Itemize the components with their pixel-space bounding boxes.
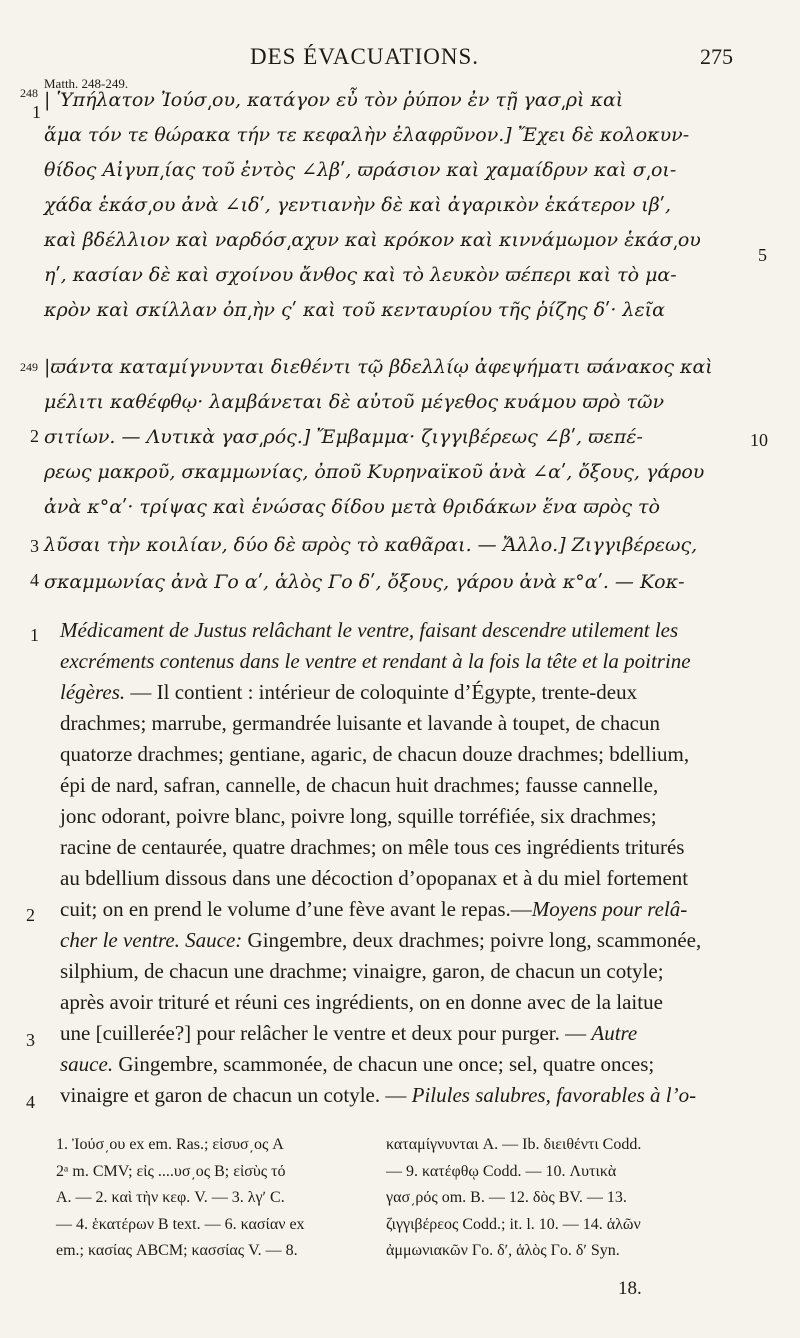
translation-roman: au bdellium dissous dans une décoction d’opopanax et à du miel fortement: [60, 866, 689, 890]
greek-line: ρεως μακροῦ, σκαμμωνίας, ὀποῦ Κυρηναϊκοῦ ἀνὰ ∠αʹ, ὄξους, γάρου: [44, 461, 705, 483]
page-number: 275: [700, 44, 733, 69]
translation-roman: une [cuillerée?] pour relâcher le ventre et deux pour purger. —: [60, 1021, 592, 1045]
translation-roman: silphium, de chacun une drachme; vinaigre, garon, de chacun un cotyle;: [60, 959, 664, 983]
translation-italic: légères.: [60, 680, 126, 704]
translation-roman: vinaigre et garon de chacun un cotyle. —: [60, 1083, 412, 1107]
translation-line: [60, 835, 732, 860]
footnote-line: A. — 2. καὶ τὴν κεφ. V. — 3. λγʹ C.: [56, 1189, 285, 1206]
translation-line: [60, 959, 732, 984]
footnote-line: ζιγγιβέρεος Codd.; it. l. 10. — 14. ἁλῶν: [386, 1215, 641, 1233]
greek-line: |ϖάντα καταμίγνυνται διεθέντι τῷ βδελλίῳ ἀφεψήματι ϖάνακος καὶ: [44, 356, 713, 378]
greek-line: λῦσαι τὴν κοιλίαν, δύο δὲ ϖρὸς τὸ καθᾶραι. — Ἄλλο.] Ζιγγιβέρεως,: [44, 534, 698, 556]
margin-line-3: 3: [30, 536, 39, 556]
translation-italic: Pilules salubres, favorables à l’o-: [411, 1083, 697, 1107]
source-reference: Matth. 248-249.: [44, 76, 129, 91]
translation-line: [60, 1052, 732, 1077]
footnotes-left-column: [56, 1132, 368, 1265]
footnote-line: καταμίγνυνται A. — Ib. διειθέντι Codd.: [386, 1136, 642, 1153]
translation-italic: cher le ventre. Sauce:: [60, 928, 243, 952]
greek-line: | Ὑπήλατον Ἰούσ͵ου, κατάγον εὖ τὸν ῥύπον ἐν τῇ γασ͵ρὶ καὶ: [44, 89, 624, 111]
translation-line: [60, 928, 732, 953]
translation-line: [60, 649, 732, 674]
translation-italic: Médicament de Justus relâchant le ventre, faisant descendre utilement les: [60, 618, 679, 642]
translation-italic: Moyens pour relâ-: [531, 897, 688, 921]
running-title: DES ÉVACUATIONS.: [250, 44, 479, 69]
greek-line: σκαμμωνίας ἀνὰ Γο αʹ, ἁλὸς Γο δʹ, ὄξους, γάρου ἀνὰ κ°αʹ. — Κοκ-: [44, 571, 685, 593]
translation-line: [60, 990, 732, 1015]
translation-roman: épi de nard, safran, cannelle, de chacun huit drachmes; fausse cannelle,: [60, 773, 659, 797]
footnote-line: 2ᵃ m. CMV; εἰς ....υσ͵ος B; εἰσὺς τό: [56, 1162, 286, 1180]
translation-line: [60, 1021, 732, 1046]
margin-line-4: 4: [30, 570, 39, 590]
translation-italic: Autre: [591, 1021, 638, 1045]
greek-line: ἅμα τόν τε θώρακα τήν τε κεφαλὴν ἐλαφρῦνον.] Ἔχει δὲ κολοκυν-: [44, 124, 690, 146]
footnote-line: 1. Ἰούσ͵ου ex em. Ras.; εἰσυσ͵ος A: [56, 1136, 284, 1153]
translation-line: [60, 1083, 732, 1108]
margin-line-10: 10: [750, 430, 768, 450]
translation-roman: Gingembre, deux drachmes; poivre long, scammonée,: [242, 928, 702, 952]
translation-margin-3: 3: [26, 1030, 35, 1050]
footnote-line: ἀμμωνιακῶν Γο. δʹ, ἁλὸς Γο. δʹ Syn.: [386, 1242, 620, 1259]
greek-line: ηʹ, κασίαν δὲ καὶ σχοίνου ἄνθος καὶ τὸ λευκὸν ϖέπερι καὶ τὸ μα-: [44, 264, 677, 286]
translation-line: [60, 742, 732, 767]
translation-italic: sauce.: [60, 1052, 114, 1076]
translation-margin-2: 2: [26, 905, 35, 925]
translation-line: [60, 711, 732, 736]
greek-line: χάδα ἑκάσ͵ου ἀνὰ ∠ιδʹ, γεντιανὴν δὲ καὶ ἀγαρικὸν ἑκάτερον ιβʹ,: [44, 194, 671, 216]
translation-roman: quatorze drachmes; gentiane, agaric, de chacun douze drachmes; bdellium,: [60, 742, 690, 766]
translation-margin-1: 1: [30, 625, 39, 645]
translation-line: [60, 773, 732, 798]
footnote-line: γασ͵ρός om. B. — 12. δὸς BV. — 13.: [386, 1189, 627, 1206]
translation-line: [60, 897, 732, 922]
translation-roman: Gingembre, scammonée, de chacun une once; sel, quatre onces;: [113, 1052, 655, 1076]
translation-line: [60, 804, 732, 829]
greek-line: σιτίων. — Λυτικὰ γασ͵ρός.] Ἔμβαμμα· ζιγγιβέρεως ∠βʹ, ϖεπέ-: [44, 426, 643, 448]
translation-roman: jonc odorant, poivre blanc, poivre long, squille torréfiée, six drachmes;: [60, 804, 657, 828]
greek-line: μέλιτι καθέφθῳ· λαμβάνεται δὲ αὐτοῦ μέγεθος κυάμου ϖρὸ τῶν: [44, 391, 665, 413]
greek-line: ἀνὰ κ°αʹ· τρίψας καὶ ἑνώσας δίδου μετὰ θριδάκων ἕνα ϖρὸς τὸ: [44, 496, 660, 518]
margin-line-1: 1: [32, 102, 41, 122]
greek-line: κρὸν καὶ σκίλλαν ὀπ͵ὴν ςʹ καὶ τοῦ κενταυρίου τῆς ῥίζης δʹ· λεῖα: [44, 299, 665, 321]
translation-roman: drachmes; marrube, germandrée luisante et lavande à toupet, de chacun: [60, 711, 660, 735]
translation-roman: racine de centaurée, quatre drachmes; on mêle tous ces ingrédients triturés: [60, 835, 685, 859]
translation-roman: après avoir trituré et réuni ces ingrédients, on en donne avec de la laitue: [60, 990, 663, 1014]
margin-page-248: 248: [20, 86, 38, 100]
greek-line: καὶ βδέλλιον καὶ ναρδόσ͵αχυν καὶ κρόκον καὶ κιννάμωμον ἑκάσ͵ου: [44, 229, 701, 251]
footnote-line: em.; κασίας ABCM; κασσίας V. — 8.: [56, 1242, 298, 1259]
greek-line: θίδος Αἰγυπ͵ίας τοῦ ἐντὸς ∠λβʹ, ϖράσιον καὶ χαμαίδρυν καὶ σ͵οι-: [44, 159, 677, 181]
translation-line: [60, 680, 732, 705]
footnotes-right-column: [386, 1132, 746, 1265]
signature-mark: 18.: [618, 1278, 642, 1299]
margin-page-249: 249: [20, 360, 38, 374]
footnote-line: — 4. ἑκατέρων B text. — 6. κασίαν ex: [56, 1215, 305, 1233]
translation-roman: — Il contient : intérieur de coloquinte d’Égypte, trente-deux: [125, 680, 638, 704]
translation-line: [60, 866, 732, 891]
translation-italic: excréments contenus dans le ventre et rendant à la fois la tête et la poitrine: [60, 649, 691, 673]
margin-line-2: 2: [30, 426, 39, 446]
footnote-line: — 9. κατέφθῳ Codd. — 10. Λυτικὰ: [386, 1162, 617, 1180]
margin-line-5: 5: [758, 245, 767, 265]
translation-line: [60, 618, 732, 643]
translation-roman: cuit; on en prend le volume d’une fève avant le repas.—: [60, 897, 532, 921]
translation-margin-4: 4: [26, 1092, 35, 1112]
